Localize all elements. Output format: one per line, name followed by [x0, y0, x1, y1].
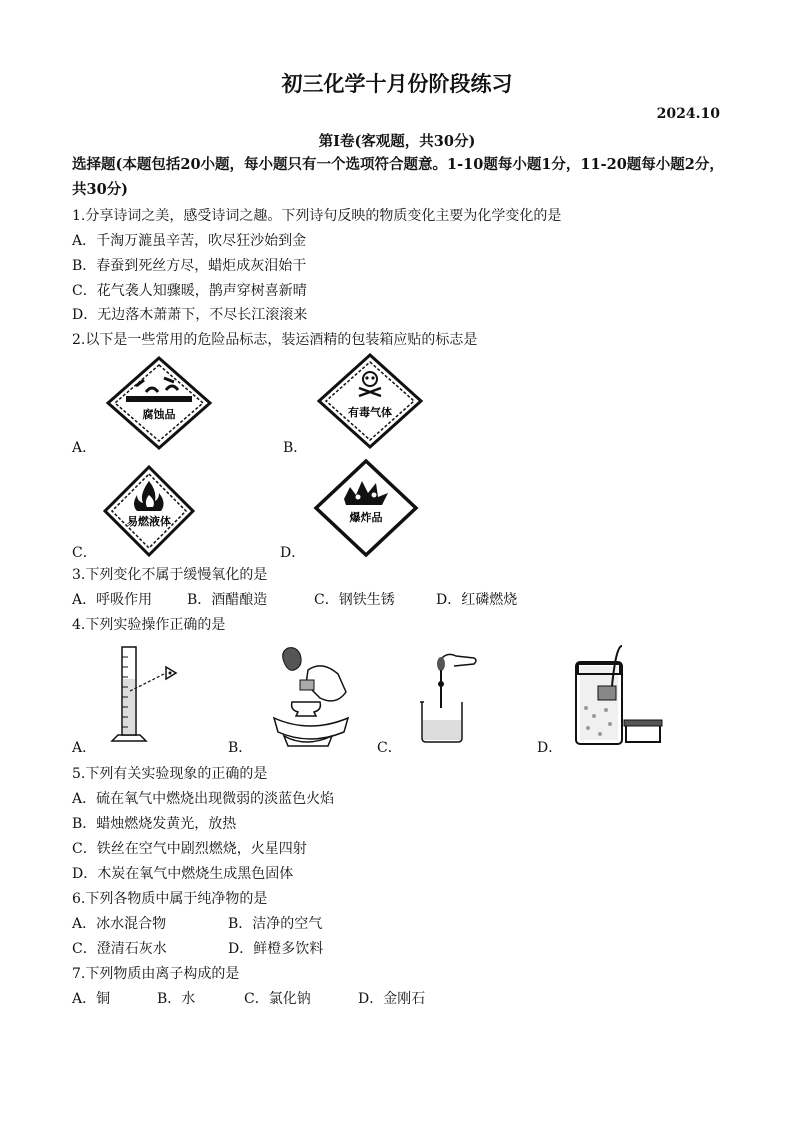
q5-option-c: C．铁丝在空气中剧烈燃烧，火星四射: [72, 841, 307, 857]
q3-option-b: B．酒醋酿造: [187, 592, 268, 608]
q4-label-b: B．: [228, 740, 253, 756]
section-instructions: 选择题(本题包括20小题，每小题只有一个选项符合题意。1-10题每小题1分，11-20题每小题2分，共30分): [72, 156, 724, 198]
q1-stem: 1.分享诗词之美，感受诗词之趣。下列诗句反映的物质变化主要为化学变化的是: [72, 208, 562, 224]
q7-option-b: B．水: [157, 991, 196, 1007]
q7-option-a: A．铜: [72, 991, 111, 1007]
q3-option-d: D．红磷燃烧: [436, 592, 518, 608]
graduated-cylinder-reading-icon: [110, 643, 190, 747]
explosive-sign-icon: [314, 459, 418, 557]
q1-option-a: A．千淘万漉虽辛苦，吹尽狂沙始到金: [72, 233, 307, 249]
sign-d-label: 爆炸品: [349, 511, 383, 524]
q6-option-c: C．澄清石灰水: [72, 941, 167, 957]
q1-option-d: D．无边落木萧萧下，不尽长江滚滚来: [72, 307, 308, 323]
q1-option-b: B．春蚕到死丝方尽，蜡炬成灰泪始干: [72, 258, 307, 274]
q7-option-d: D．金刚石: [358, 991, 426, 1007]
combustion-jar-icon: [566, 644, 670, 748]
q4-label-c: C．: [377, 740, 402, 756]
q5-option-d: D．木炭在氧气中燃烧生成黑色固体: [72, 866, 294, 882]
q2-label-d: D．: [280, 545, 306, 561]
dropper-beaker-icon: [414, 650, 484, 750]
q2-label-a: A．: [72, 440, 97, 456]
exam-title: 初三化学十月份阶段练习: [281, 71, 513, 96]
q6-stem: 6.下列各物质中属于纯净物的是: [72, 891, 268, 907]
sign-c-label: 易燃液体: [127, 515, 171, 528]
q6-option-a: A．冰水混合物: [72, 916, 167, 932]
q2-label-c: C．: [72, 545, 97, 561]
q2-stem: 2.以下是一些常用的危险品标志，装运酒精的包装箱应贴的标志是: [72, 332, 478, 348]
sign-b-label: 有毒气体: [348, 406, 392, 419]
corrosive-sign-icon: [106, 356, 212, 450]
alcohol-lamp-lighting-icon: [268, 640, 358, 750]
q5-option-b: B．蜡烛燃烧发黄光，放热: [72, 816, 237, 832]
q7-option-c: C．氯化钠: [244, 991, 311, 1007]
q6-option-d: D．鲜橙多饮料: [228, 941, 324, 957]
q3-option-c: C．钢铁生锈: [314, 592, 395, 608]
q1-option-c: C．花气袭人知骤暖，鹊声穿树喜新晴: [72, 283, 307, 299]
q3-stem: 3.下列变化不属于缓慢氧化的是: [72, 567, 268, 583]
flammable-liquid-sign-icon: [103, 465, 195, 557]
q5-option-a: A．硫在氧气中燃烧出现微弱的淡蓝色火焰: [72, 791, 335, 807]
q6-option-b: B．洁净的空气: [228, 916, 323, 932]
toxic-gas-sign-icon: [317, 353, 423, 449]
q5-stem: 5.下列有关实验现象的正确的是: [72, 766, 268, 782]
exam-date: 2024.10: [656, 106, 720, 122]
q4-stem: 4.下列实验操作正确的是: [72, 617, 226, 633]
q2-label-b: B．: [283, 440, 308, 456]
q4-label-d: D．: [537, 740, 563, 756]
section-heading: 第Ⅰ卷(客观题，共30分): [318, 133, 476, 150]
q3-option-a: A．呼吸作用: [72, 592, 153, 608]
q4-label-a: A．: [72, 740, 97, 756]
sign-a-label: 腐蚀品: [142, 408, 176, 421]
q7-stem: 7.下列物质由离子构成的是: [72, 966, 240, 982]
